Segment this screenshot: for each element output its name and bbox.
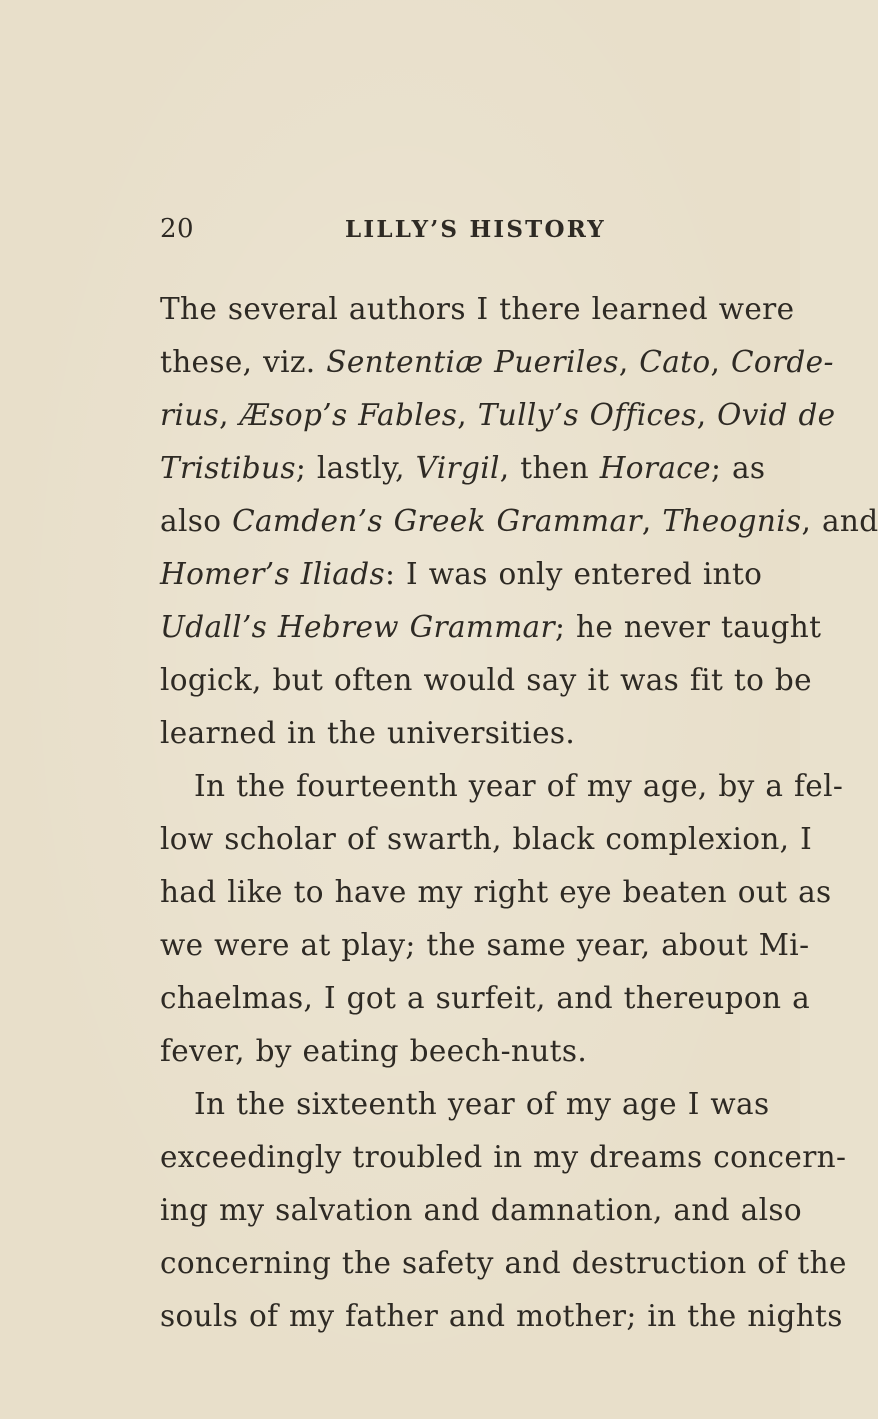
text-line-13: we were at play; the same year, about Mi-: [160, 928, 810, 962]
italic-title: Homer’s Iliads: [160, 557, 385, 591]
italic-title: Virgil: [415, 451, 500, 485]
text-line-5: also Camden’s Greek Grammar, Theognis, and: [160, 504, 878, 538]
italic-title: Cato: [639, 345, 711, 379]
text-line-6: Homer’s Iliads: I was only entered into: [160, 557, 763, 591]
text-line-16: In the sixteenth year of my age I was: [194, 1087, 770, 1121]
italic-title: Camden’s Greek Grammar: [232, 504, 642, 538]
italic-title: Theognis: [662, 504, 802, 538]
text-line-3: rius, Æsop’s Fables, Tully’s Offices, Ovid de: [160, 398, 836, 432]
text-line-8: logick, but often would say it was fit to be: [160, 663, 812, 697]
text-line-18: ing my salvation and damnation, and also: [160, 1193, 803, 1227]
running-head: [160, 214, 760, 264]
text-line-14: chaelmas, I got a surfeit, and thereupon a: [160, 981, 811, 1015]
italic-title: Tristibus: [160, 451, 296, 485]
italic-title: Ovid de: [717, 398, 836, 432]
text-line-9: learned in the universities.: [160, 716, 576, 750]
italic-title: Udall’s Hebrew Grammar: [160, 610, 555, 644]
text-line-1: The several authors I there learned were: [160, 292, 795, 326]
italic-title: rius: [160, 398, 220, 432]
text-line-4: Tristibus; lastly, Virgil, then Horace; as: [160, 451, 766, 485]
text-line-11: low scholar of swarth, black complexion, I: [160, 822, 813, 856]
text-line-12: had like to have my right eye beaten out as: [160, 875, 832, 909]
italic-title: Sententiæ Pueriles: [326, 345, 619, 379]
text-line-19: concerning the safety and destruction of the: [160, 1246, 847, 1280]
text-line-10: In the fourteenth year of my age, by a fel-: [194, 769, 844, 803]
text-line-2: these, viz. Sententiæ Pueriles, Cato, Corde-: [160, 345, 834, 379]
running-head-title: LILLY’S HISTORY: [345, 216, 606, 243]
page-number: 20: [160, 214, 195, 244]
text-line-15: fever, by eating beech-nuts.: [160, 1034, 588, 1068]
italic-title: Horace: [599, 451, 711, 485]
italic-title: Æsop’s Fables: [239, 398, 458, 432]
italic-title: Corde-: [730, 345, 834, 379]
text-line-17: exceedingly troubled in my dreams concern-: [160, 1140, 847, 1174]
italic-title: Tully’s Offices: [477, 398, 697, 432]
text-line-7: Udall’s Hebrew Grammar; he never taught: [160, 610, 822, 644]
text-line-20: souls of my father and mother; in the nights: [160, 1299, 843, 1333]
